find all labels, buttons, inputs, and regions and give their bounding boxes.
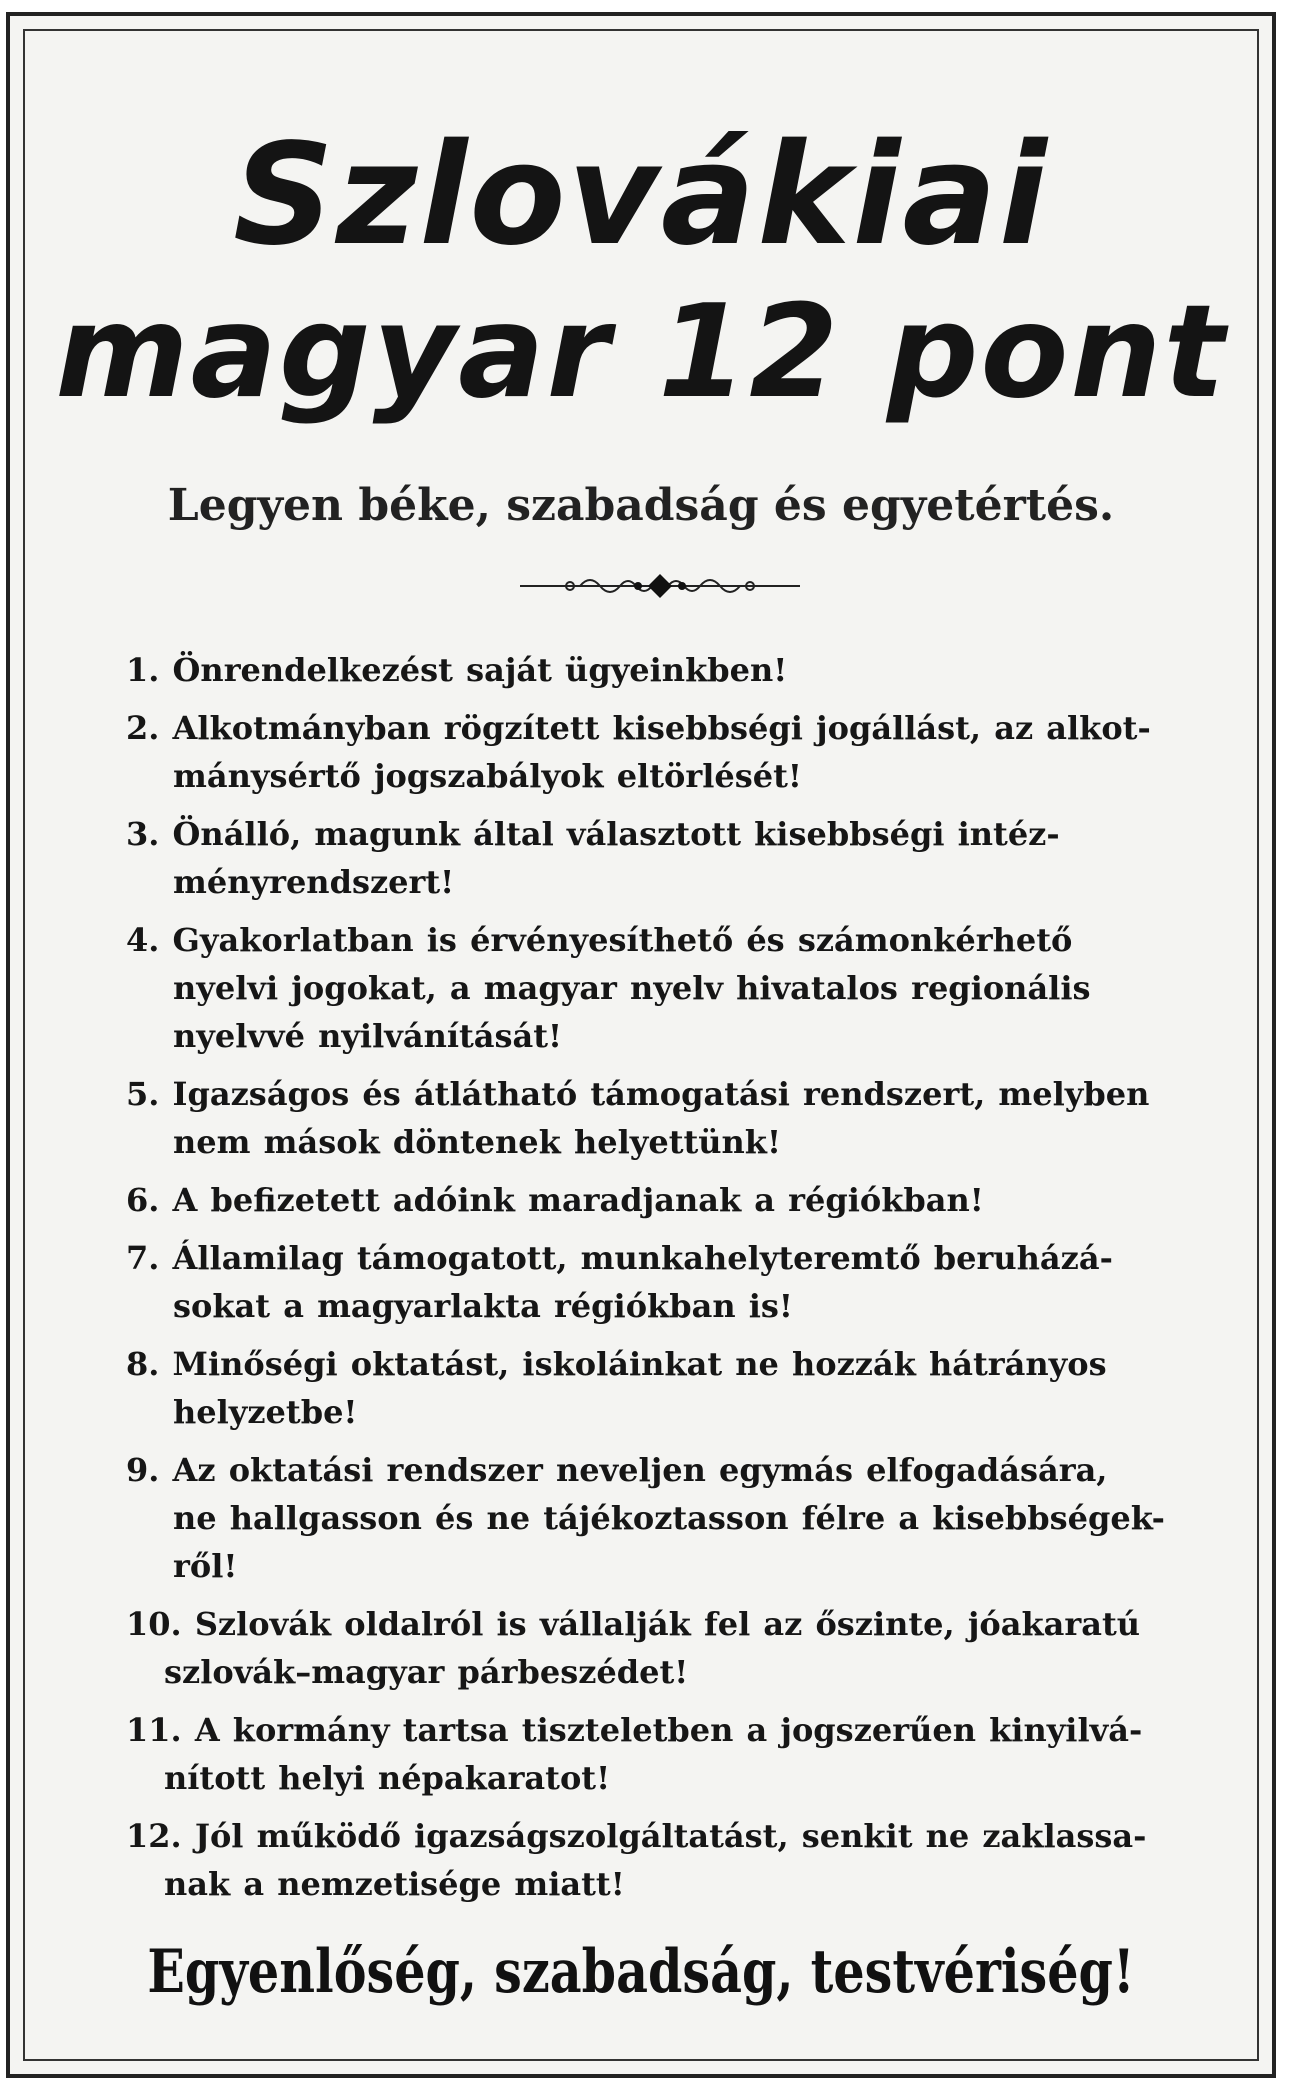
point-item: [126, 1340, 1196, 1436]
point-item: [126, 1176, 1196, 1224]
point-line: nak a nemzetisége miatt!: [164, 1865, 625, 1903]
poster-motto: Egyenlőség, szabadság, testvériség!: [147, 1937, 1135, 2007]
poster-title-line-2: magyar 12 pont: [55, 278, 1227, 427]
point-line: 8. Minőségi oktatást, iskoláinkat ne hozzák hátrányos: [126, 1345, 1107, 1383]
point-line: nem mások döntenek helyettünk!: [173, 1123, 781, 1161]
point-line: ről!: [173, 1547, 238, 1585]
point-item: [126, 810, 1196, 906]
point-line: 3. Önálló, magunk által választott kisebbségi intéz-: [126, 815, 1060, 853]
point-line: 10. Szlovák oldalról is vállalják fel az őszinte, jóakaratú: [126, 1605, 1141, 1643]
point-item: [126, 1070, 1196, 1166]
point-line: 7. Államilag támogatott, munkahelyteremtő beruházá-: [126, 1239, 1113, 1277]
poster-subtitle: Legyen béke, szabadság és egyetértés.: [167, 480, 1115, 531]
point-item: [126, 1234, 1196, 1330]
point-line: 5. Igazságos és átlátható támogatási rendszert, melyben: [126, 1075, 1150, 1113]
point-line: 9. Az oktatási rendszer neveljen egymás elfogadására,: [126, 1451, 1108, 1489]
point-item: [126, 704, 1196, 800]
point-line: szlovák–magyar párbeszédet!: [164, 1653, 689, 1691]
points-list: [126, 646, 1196, 1918]
point-item: [126, 646, 1196, 694]
point-item: [126, 1600, 1196, 1696]
point-line: nyelvvé nyilvánítását!: [173, 1017, 563, 1055]
point-line: 6. A befizetett adóink maradjanak a régiókban!: [126, 1181, 984, 1219]
point-item: [126, 916, 1196, 1060]
point-line: helyzetbe!: [173, 1393, 358, 1431]
point-line: 4. Gyakorlatban is érvényesíthető és számonkérhető: [126, 921, 1073, 959]
ornamental-divider-icon: [520, 570, 800, 602]
point-line: 2. Alkotmányban rögzített kisebbségi jogállást, az alkot-: [126, 709, 1151, 747]
point-item: [126, 1446, 1196, 1590]
point-line: nított helyi népakaratot!: [164, 1759, 611, 1797]
point-line: ne hallgasson és ne tájékoztasson félre a kisebbségek-: [173, 1499, 1165, 1537]
point-line: 11. A kormány tartsa tiszteletben a jogszerűen kinyilvá-: [126, 1711, 1143, 1749]
point-line: nyelvi jogokat, a magyar nyelv hivatalos regionális: [173, 969, 1091, 1007]
point-line: 1. Önrendelkezést saját ügyeinkben!: [126, 651, 788, 689]
point-line: 12. Jól működő igazságszolgáltatást, senkit ne zaklassa-: [126, 1817, 1147, 1855]
poster-title-line-1: Szlovákiai: [233, 114, 1049, 277]
point-line: mánysértő jogszabályok eltörlését!: [173, 757, 802, 795]
poster: [6, 12, 1276, 2078]
point-item: [126, 1812, 1196, 1908]
point-line: sokat a magyarlakta régiókban is!: [173, 1287, 793, 1325]
point-item: [126, 1706, 1196, 1802]
point-line: ményrendszert!: [173, 863, 455, 901]
